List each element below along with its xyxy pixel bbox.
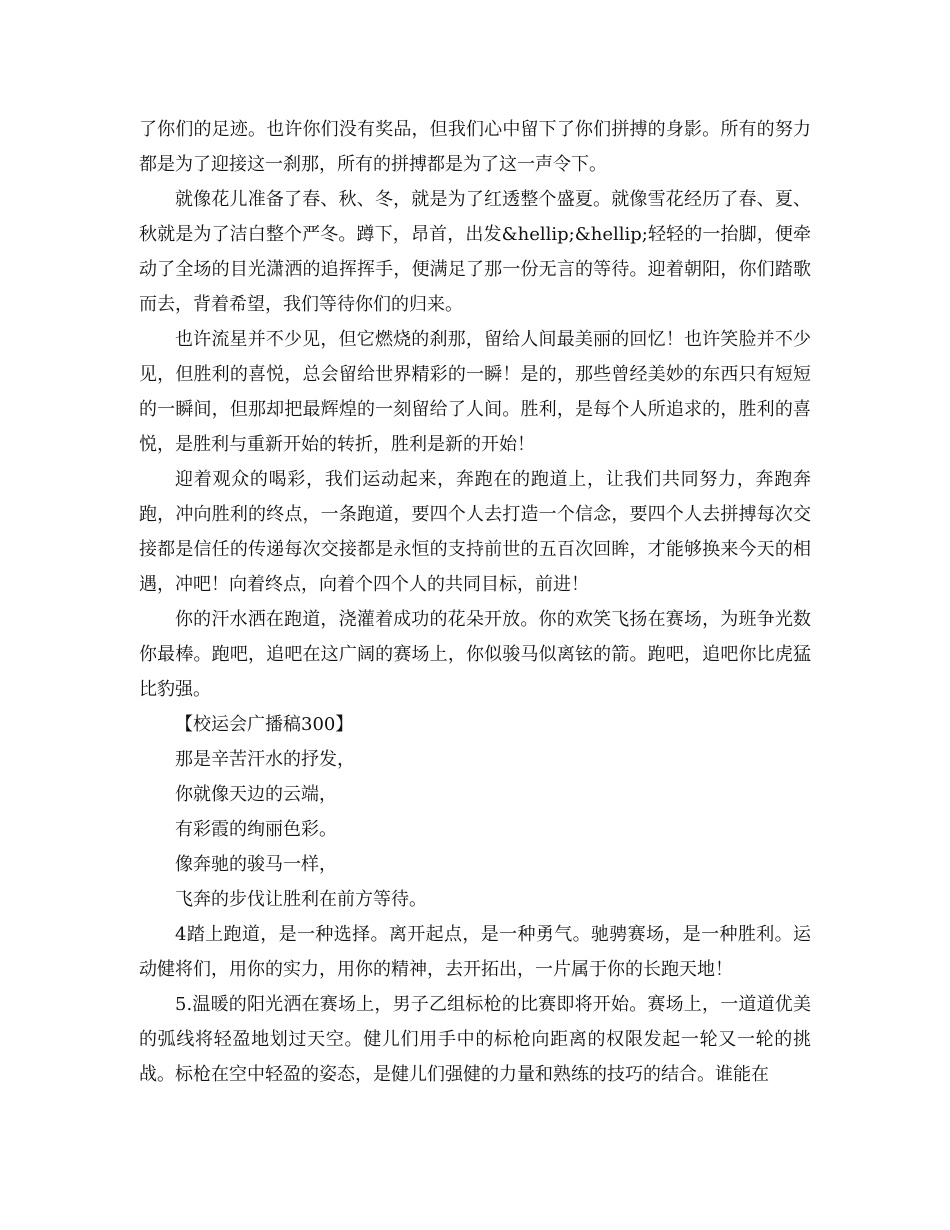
poem-line: 像奔驰的骏马一样，	[175, 854, 337, 875]
paragraph-meteor-victory: 也许流星并不少见，但它燃烧的刹那，留给人间最美丽的回忆！也许笑脸并不少见，但胜利的喜悦，总会留给世界精彩的一瞬！是的，那些曾经美妙的东西只有短短的一瞬间，但那却把最辉煌的一刻留给了人间。胜利，是每个人所追求的，胜利的喜悦，是胜利与重新开始的转折，胜利是新的开始！	[139, 329, 811, 455]
poem-line: 飞奔的步伐让胜利在前方等待。	[175, 889, 427, 910]
paragraph-item-4: 4踏上跑道，是一种选择。离开起点，是一种勇气。驰骋赛场，是一种胜利。运动健将们，用你的实力，用你的精神，去开拓出，一片属于你的长跑天地！	[139, 924, 811, 980]
paragraph-flowers-snow: 就像花儿准备了春、秋、冬，就是为了红透整个盛夏。就像雪花经历了春、夏、秋就是为了洁白整个严冬。蹲下，昂首，出发&hellip;&hellip;轻轻的一抬脚，便牵动了全场的目光潇洒的追挥挥手，便满足了那一份无言的等待。迎着朝阳，你们踏歌而去，背着希望，我们等待你们的归来。	[139, 189, 811, 315]
paragraph-item-5: 5.温暖的阳光洒在赛场上，男子乙组标枪的比赛即将开始。赛场上，一道道优美的弧线将轻盈地划过天空。健儿们用手中的标枪向距离的权限发起一轮又一轮的挑战。标枪在空中轻盈的姿态，是健儿们强健的力量和熟练的技巧的结合。谁能在	[139, 994, 811, 1085]
paragraph-sweat-track: 你的汗水洒在跑道，浇灌着成功的花朵开放。你的欢笑飞扬在赛场，为班争光数你最棒。跑吧，追吧在这广阔的赛场上，你似骏马似离铉的箭。跑吧，追吧你比虎猛比豹强。	[139, 609, 811, 700]
document-body	[139, 112, 811, 1092]
poem-line: 你就像天边的云端，	[175, 784, 337, 805]
paragraph-continuation: 了你们的足迹。也许你们没有奖品，但我们心中留下了你们拼搏的身影。所有的努力都是为了迎接这一刹那，所有的拼搏都是为了这一声令下。	[139, 119, 811, 175]
section-heading: 【校运会广播稿300】	[175, 714, 354, 735]
poem-line: 那是辛苦汗水的抒发，	[175, 749, 355, 770]
poem-line: 有彩霞的绚丽色彩。	[175, 819, 337, 840]
paragraph-relay-race: 迎着观众的喝彩，我们运动起来，奔跑在的跑道上，让我们共同努力，奔跑奔跑，冲向胜利的终点，一条跑道，要四个人去打造一个信念，要四个人去拼搏每次交接都是信任的传递每次交接都是永恒的支持前世的五百次回眸，才能够换来今天的相遇，冲吧！向着终点，向着个四个人的共同目标，前进！	[139, 469, 811, 595]
